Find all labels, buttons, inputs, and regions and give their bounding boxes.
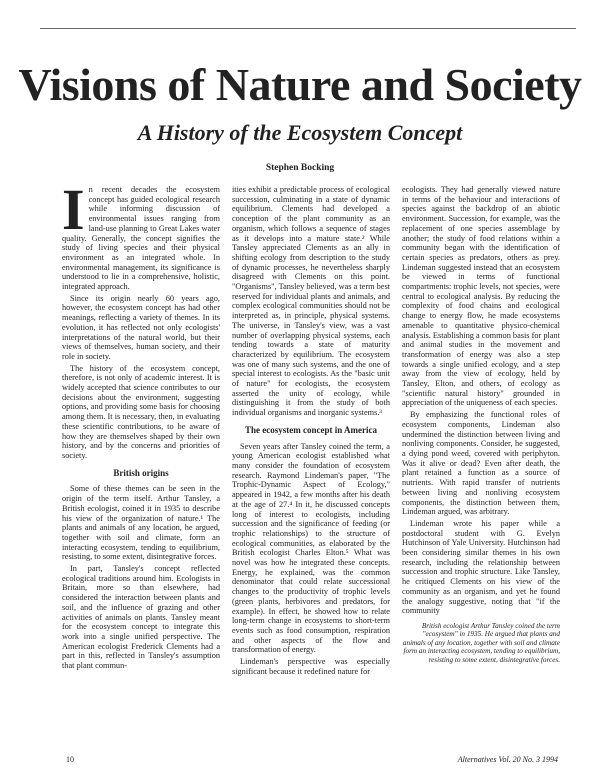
paragraph-text: n recent decades the ecosystem concept has guided ecological research while informing discussion of environmental issues ranging from land-use planning to Great Lakes water quality. Generally, the concept signifies the study of living species and their physical environment as an integrated whole. In environmental management, its significance is understood to lie in a comprehensive, holistic, integrated approach. (62, 185, 220, 292)
section-heading: British origins (113, 467, 169, 478)
paragraph: The history of the ecosystem concept, therefore, is not only of academic interest. It is widely accepted that science contributes to our decisions about the environment, suggesting options, and providing some basis for choosing among them. It is necessary, then, in evaluating these scientific contributions, to be aware of how they are themselves shaped by their own history, and by the concerns and priorities of society. (62, 363, 220, 460)
paragraph: Lindeman's perspective was especially significant because it redefined nature for (232, 657, 390, 676)
author-byline: Stephen Bocking (265, 163, 335, 173)
paragraph: In part, Tansley's concept reflected ecological traditions around him. Ecologists in Britain, more so than elsewhere, had considered the interaction between plants and soil, and the influence of grazing and other activities of animals on plants. Tansley meant for the ecosystem concept to integrate this work into a single unified perspective. The American ecologist Frederick Clements had a part in this, reflected in Tansley's assumption that plant commun- (62, 564, 220, 671)
image-caption: British ecologist Arthur Tansley coined the term "ecosystem" in 1935. He argued that plants and animals of any location, together with soil and climate form an interacting ecosystem, tending to equilibrium, resisting to some extent, disintegrative forces. (402, 621, 560, 664)
article-title: Visions of Nature and Society (18, 59, 582, 110)
column-2 (232, 185, 390, 750)
paragraph: Lindeman wrote his paper while a postdoctoral student with G. Evelyn Hutchinson of Yale University. Hutchinson had been considering similar themes in his own research, including the relationship between succession and trophic structure. Like Tansley, he critiqued Clements on his view of the community as an organism, and yet he found the analogy suggestive, noting that "if the community (402, 518, 560, 616)
section-heading: The ecosystem concept in America (245, 424, 377, 435)
page-number: 10 (66, 755, 74, 764)
column-1 (62, 185, 220, 750)
article-subtitle: A History of the Ecosystem Concept (137, 120, 463, 145)
paragraph: Some of these themes can be seen in the origin of the term itself. Arthur Tansley, a British ecologist, coined it in 1935 to describe his view of the organization of nature.¹ The plants and animals of any location, he argued, together with soil and climate, form an interacting ecosystem, tending to equilibrium, resisting, to some extent, disintegrative forces. (62, 484, 220, 562)
paragraph (62, 185, 220, 292)
drop-cap: I (62, 185, 85, 242)
journal-citation: Alternatives Vol. 20 No. 3 1994 (457, 755, 558, 764)
column-3 (402, 185, 560, 750)
paragraph: ities exhibit a predictable process of ecological succession, culminating in a state of dynamic equilibrium. Clements had developed a conception of the plant community as an organism, which follows a sequence of stages as it develops into a mature state.² While Tansley appreciated Clements as an ally in shifting ecology from description to the study of dynamic processes, he nevertheless sharply disagreed with Clements on this point. "Organisms", Tansley believed, was a term best reserved for individual plants and animals, and complex ecological communities should not be interpreted as, in principle, physical systems. The universe, in Tansley's view, was a vast number of overlapping physical systems, each tending towards a state of maturity characterized by equilibrium. The ecosystem was one of many such systems, and the one of special interest to ecologists. As the "basic unit of nature" for ecologists, the ecosystem asserted the unity of ecology, while distinguishing it from the study of both individual organisms and inorganic systems.³ (232, 185, 390, 418)
paragraph: ecologists. They had generally viewed nature in terms of the behaviour and interactions of species against the backdrop of an abiotic environment. Succession, for example, was the replacement of one species assemblage by another; the study of food relations within a community began with the identification of certain species as predators, others as prey. Lindeman suggested instead that an ecosystem be viewed in terms of functional compartments: trophic levels, not species, were central to ecological analysis. By reducing the complexity of food chains and ecological change to energy flow, he made ecosystems amenable to quantitative physico-chemical analysis. Establishing a common basis for plant and animal studies in the movement and transformation of energy was also a step towards a single unified ecology, and a step away from the view of ecology, held by Tansley, Elton, and others, of ecology as "scientific natural history" grounded in appreciation of the uniqueness of each species. (402, 185, 560, 408)
paragraph: Seven years after Tansley coined the term, a young American ecologist established what many consider the foundation of ecosystem research. Raymond Lindeman's paper, "The Trophic-Dynamic Aspect of Ecology," appeared in 1942, a few months after his death at the age of 27.⁴ In it, he discussed concepts long of interest to ecologists, including succession and the significance of feeding (or trophic relationships) to the structure of ecological communities, as elaborated by the British ecologist Charles Elton.⁵ What was novel was how he integrated these concepts. Energy, he explained, was the common denominator that could relate successional changes to the productivity of trophic levels (green plants, herbivores and predators, for example). In effect, he showed how to relate long-term change in ecosystems to short-term events such as food consumption, respiration and other aspects of the flow and transformation of energy. (232, 441, 390, 655)
top-rule (40, 28, 576, 29)
paragraph: By emphasizing the functional roles of ecosystem components, Lindeman also undermined the distinction between living and nonliving components. Consider, he suggested, a dying pond weed, covered with periphyton. Was it alive or dead? Even after death, the plant retained a function as a source of nutrients. With rapid transfer of nutrients between living and nonliving ecosystem components, the distinction between them, Lindeman argued, was arbitrary. (402, 410, 560, 517)
paragraph: Since its origin nearly 60 years ago, however, the ecosystem concept has had other meanings, reflecting a variety of themes. In its evolution, it has reflected not only ecologists' interpretations of the natural world, but their views of themselves, human society, and their role in society. (62, 293, 220, 361)
